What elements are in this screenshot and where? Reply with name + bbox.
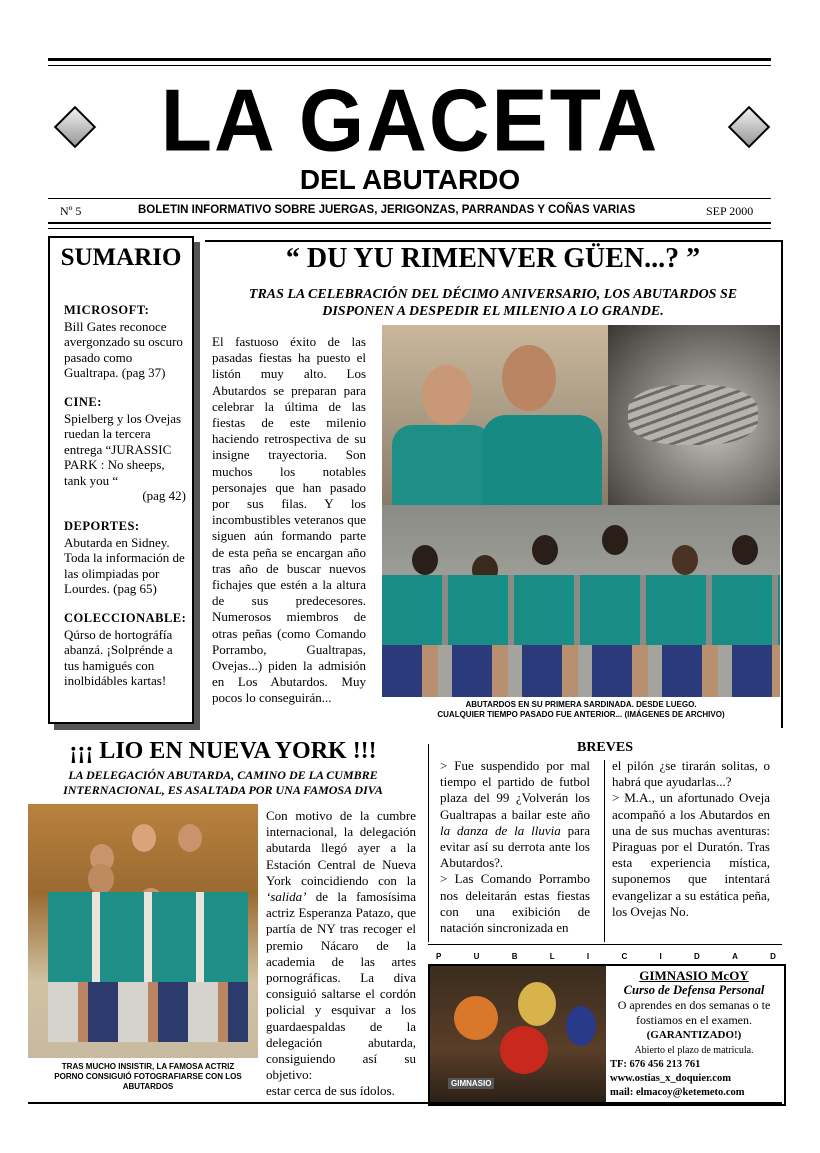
breves-divider [604, 760, 605, 942]
issue-date: SEP 2000 [706, 204, 754, 218]
ad-phone: TF: 676 456 213 761 [610, 1059, 701, 1070]
ad-gym-name: GIMNASIO McOY [639, 968, 749, 983]
issue-rule-bottom-thin [48, 228, 771, 229]
station-shirts [48, 892, 248, 982]
issue-rule-bottom [48, 222, 771, 224]
station-head-3 [178, 824, 202, 852]
breves-col2: el pilón ¿se tirarán solitas, o habrá que ayudarlas...? > M.A., un afortunado Oveja acompañó a los Abutardos en una de sus muchas aventuras: Piraguas por el Duratón. Tras esta experiencia mística, suponemos que intentará evangelizar a su estática peña, los Ovejas No. [612, 758, 770, 919]
sumario-item-coleccionable: COLECCIONABLE: Qúrso de hortográfía abanzá. ¡Solprénde a tus hamigués con inolbidábles kartas! [64, 611, 187, 688]
sumario-box [48, 236, 194, 724]
photo-couple [382, 325, 608, 535]
station-head-2 [132, 824, 156, 852]
lio-headline: ¡¡¡ LIO EN NUEVA YORK !!! [69, 738, 377, 764]
publicidad-label: P U B L I C I D A D [436, 952, 776, 961]
breves-left-rule [428, 744, 429, 942]
issue-number: Nº 5 [60, 204, 82, 218]
issue-rule-top [48, 198, 771, 199]
breves-title: BREVES [576, 740, 634, 755]
group-head-3 [532, 535, 558, 565]
ad-muppets-photo [430, 966, 606, 1104]
sumario-item-deportes: DEPORTES: Abutarda en Sidney. Toda la información de las olimpiadas por Lourdes. (pag 65) [64, 519, 185, 596]
bottom-rule [28, 1102, 782, 1104]
sumario-item-microsoft: MICROSOFT: Bill Gates reconoce avergonzado su oscuro pasado como Gualtrapa. (pag 37) [64, 303, 183, 380]
gym-ad [428, 964, 786, 1106]
ad-guarantee: (GARANTIZADO!) [646, 1029, 742, 1041]
muppet-yellow [518, 982, 556, 1026]
group-shirts [382, 575, 780, 645]
muppet-orange [454, 996, 498, 1040]
ad-line1: O aprendes en dos semanas o te fostiamos en el examen. [617, 998, 771, 1027]
main-photo-caption: ABUTARDOS EN SU PRIMERA SARDINADA. DESDE LUEGO. CUALQUIER TIEMPO PASADO FUE ANTERIOR... (IMÁGENES DE ARCHIVO) [437, 700, 725, 719]
breves-col1: > Fue suspendido por mal tiempo el partido de futbol plaza del 99 ¿Volverán los Gualtrapas a bailar este año la danza de la lluvia para evitar así su derrota ante los Abutardos?. > Las Comando Porrambo nos deleitarán estas fiestas con una exibición de natación sincronizada en [440, 758, 590, 936]
group-head-5 [672, 545, 698, 575]
sumario-item-cine: CINE: Spielberg y los Ovejas ruedan la tercera entrega “JURASSIC PARK : No sheeps, tank you “ (pag 42) [64, 395, 186, 503]
photo-group [382, 505, 780, 697]
ad-gym-sign: GIMNASIO [448, 1078, 494, 1089]
ad-text-block [610, 968, 778, 1100]
photo-station [28, 804, 258, 1058]
masthead-subtitle: DEL ABUTARDO [299, 164, 521, 195]
muppet-red [500, 1026, 548, 1074]
breves-bottom-rule [428, 944, 782, 945]
group-head-6 [732, 535, 758, 565]
photo-sardines [608, 325, 780, 505]
masthead-title: LA GACETA [160, 70, 660, 170]
station-legs [48, 982, 248, 1042]
lio-body: Con motivo de la cumbre internacional, la delegación abutarda llegó ayer a la Estación Central de Nueva York coincidiendo con la ‘salida’ de la famosísima actriz Esperanza Patazo, que partía de NY tras recoger el premio Nácaro de la academia de las artes pornográficas. La diva consiguió saltarse el cordón policial y esquivar a los guardaespaldas de la delegación abutarda, consiguiendo así su objetivo: estar cerca de sus ídolos. [266, 808, 417, 1099]
main-headline: “ DU YU RIMENVER GÜEN...? ” [285, 243, 701, 274]
ad-slogan: Curso de Defensa Personal [623, 983, 765, 997]
group-head-4 [602, 525, 628, 555]
group-head-1 [412, 545, 438, 575]
ad-mail[interactable]: mail: elmacoy@ketemeto.com [610, 1087, 745, 1098]
lio-subhead: LA DELEGACIÓN ABUTARDA, CAMINO DE LA CUMBRE INTERNACIONAL, ES ASALTADA POR UNA FAMOSA DIVA [63, 768, 383, 797]
ad-web[interactable]: www.ostias_x_doquier.com [610, 1073, 731, 1084]
station-head-4 [88, 864, 114, 894]
group-legs [382, 645, 780, 697]
lio-photo-caption: TRAS MUCHO INSISTIR, LA FAMOSA ACTRIZ PORNO CONSIGUIÓ FOTOGRAFIARSE CON LOS ABUTARDOS [54, 1062, 242, 1091]
tagline: BOLETIN INFORMATIVO SOBRE JUERGAS, JERIGONZAS, PARRANDAS Y COÑAS VARIAS [138, 204, 636, 216]
main-body: El fastuoso éxito de las pasadas fiestas ha puesto el listón muy alto. Los Abutardos se preparan para celebrar la última de las fiestas de este milenio haciendo retrospectiva de su insigne trayectoria. Son muchos los notables personajes que han pasado por sus filas. Y los incombustibles veteranos que siguen aún formando parte de esta peña se encargan año tras año de buscar nuevos fichajes que estén a la altura de sus predecesores. Numerosos miembros de otras peñas (como Comando Porrambo, Gualtrapas, Ovejas...) piden la admisión en Los Abutardos. Muy pocos lo conseguirán... [212, 334, 366, 706]
muppet-blue [566, 1006, 596, 1046]
person-man [502, 345, 556, 411]
ad-enrollment: Abierto el plazo de matricula. [634, 1045, 754, 1056]
top-rule-thick [48, 58, 771, 61]
person-woman [422, 365, 472, 425]
top-rule-thin [48, 65, 771, 66]
sumario-title: SUMARIO [60, 244, 182, 271]
main-subhead: TRAS LA CELEBRACIÓN DEL DÉCIMO ANIVERSARIO, LOS ABUTARDOS SE DISPONEN A DESPEDIR EL MILENIO A LO GRANDE. [248, 287, 738, 319]
sardine-pile [628, 385, 758, 445]
